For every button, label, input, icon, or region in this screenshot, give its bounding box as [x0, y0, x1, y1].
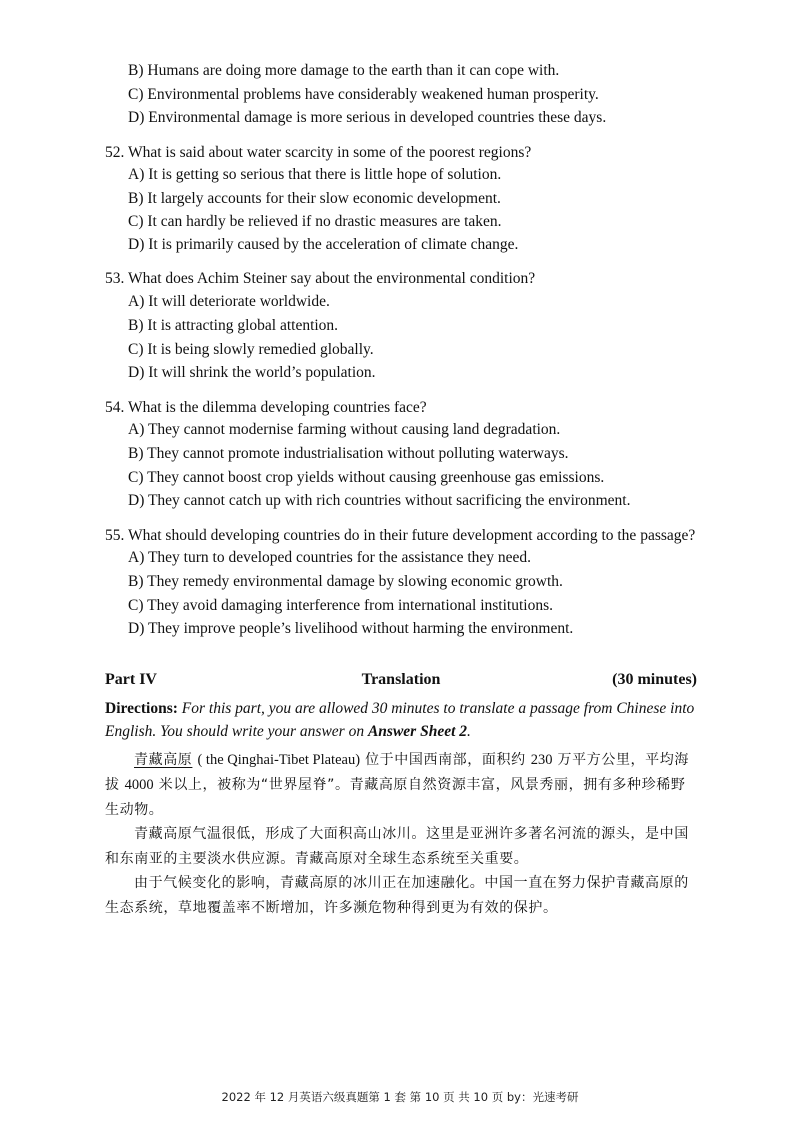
passage-area-number: 230 — [530, 752, 553, 768]
q52-stem: 52. What is said about water scarcity in some of the poorest regions? — [105, 144, 532, 161]
q55-stem: 55. What should developing countries do in their future development according to the passage? — [105, 527, 696, 544]
passage-p1-b: 万平方公里，平均海拔 — [105, 752, 689, 793]
q55-option-d: D) They improve people’s livelihood without harming the environment. — [128, 620, 574, 637]
part4-header — [105, 671, 697, 693]
q54-option-a: A) They cannot modernise farming without causing land degradation. — [128, 421, 561, 438]
section-title: Translation — [361, 671, 441, 688]
passage-altitude-number: 4000 — [124, 777, 154, 793]
passage-paragraph-1 — [105, 748, 700, 823]
q53-option-a: A) It will deteriorate worldwide. — [128, 293, 330, 310]
directions-text: For this part, you are allowed 30 minutes to translate a passage from Chinese into English. You should write your answer on — [105, 700, 695, 740]
q52-option-a: A) It is getting so serious that there is little hope of solution. — [128, 166, 502, 183]
q53-option-b: B) It is attracting global attention. — [128, 317, 339, 334]
q55-option-c: C) They avoid damaging interference from international institutions. — [128, 597, 553, 614]
part-label: Part IV — [105, 671, 157, 688]
passage-term: 青藏高原 — [134, 752, 193, 768]
answer-sheet-ref: Answer Sheet 2 — [367, 723, 468, 740]
passage-paragraph-3: 由于气候变化的影响，青藏高原的冰川正在加速融化。中国一直在努力保护青藏高原的生态系统，草地覆盖率不断增加，许多濒危物种得到更为有效的保护。 — [105, 875, 689, 916]
passage-p1-c: 米以上，被称为“世界屋脊”。青藏高原自然资源丰富，风景秀丽，拥有多种珍稀野生动物。 — [105, 777, 686, 818]
directions-label: Directions: — [105, 700, 178, 717]
q51-option-c: C) Environmental problems have considerably weakened human prosperity. — [128, 86, 599, 103]
directions — [105, 697, 705, 743]
q52-option-d: D) It is primarily caused by the acceleration of climate change. — [128, 236, 519, 253]
q55-option-b: B) They remedy environmental damage by slowing economic growth. — [128, 573, 563, 590]
q52-option-b: B) It largely accounts for their slow economic development. — [128, 190, 501, 207]
passage-term-english: ( the Qinghai-Tibet Plateau) — [197, 752, 361, 768]
directions-end: . — [467, 723, 471, 740]
q53-stem: 53. What does Achim Steiner say about the environmental condition? — [105, 270, 536, 287]
page-footer: 2022 年 12 月英语六级真题第 1 套 第 10 页 共 10 页 by：光速考研 — [221, 1090, 579, 1104]
section-time: (30 minutes) — [612, 671, 697, 688]
q54-option-d: D) They cannot catch up with rich countries without sacrificing the environment. — [128, 492, 631, 509]
q54-stem: 54. What is the dilemma developing countries face? — [105, 399, 427, 416]
q53-option-c: C) It is being slowly remedied globally. — [128, 341, 374, 358]
q51-option-d: D) Environmental damage is more serious in developed countries these days. — [128, 109, 607, 126]
q51-option-b: B) Humans are doing more damage to the earth than it can cope with. — [128, 62, 560, 79]
q54-option-b: B) They cannot promote industrialisation without polluting waterways. — [128, 445, 569, 462]
q55-option-a: A) They turn to developed countries for the assistance they need. — [128, 549, 532, 566]
q53-option-d: D) It will shrink the world’s population. — [128, 364, 376, 381]
q54-option-c: C) They cannot boost crop yields without causing greenhouse gas emissions. — [128, 469, 605, 486]
passage-paragraph-2: 青藏高原气温很低，形成了大面积高山冰川。这里是亚洲许多著名河流的源头，是中国和东南亚的主要淡水供应源。青藏高原对全球生态系统至关重要。 — [105, 826, 689, 867]
passage-p1-a: 位于中国西南部，面积约 — [360, 752, 526, 768]
q52-option-c: C) It can hardly be relieved if no drastic measures are taken. — [128, 213, 502, 230]
